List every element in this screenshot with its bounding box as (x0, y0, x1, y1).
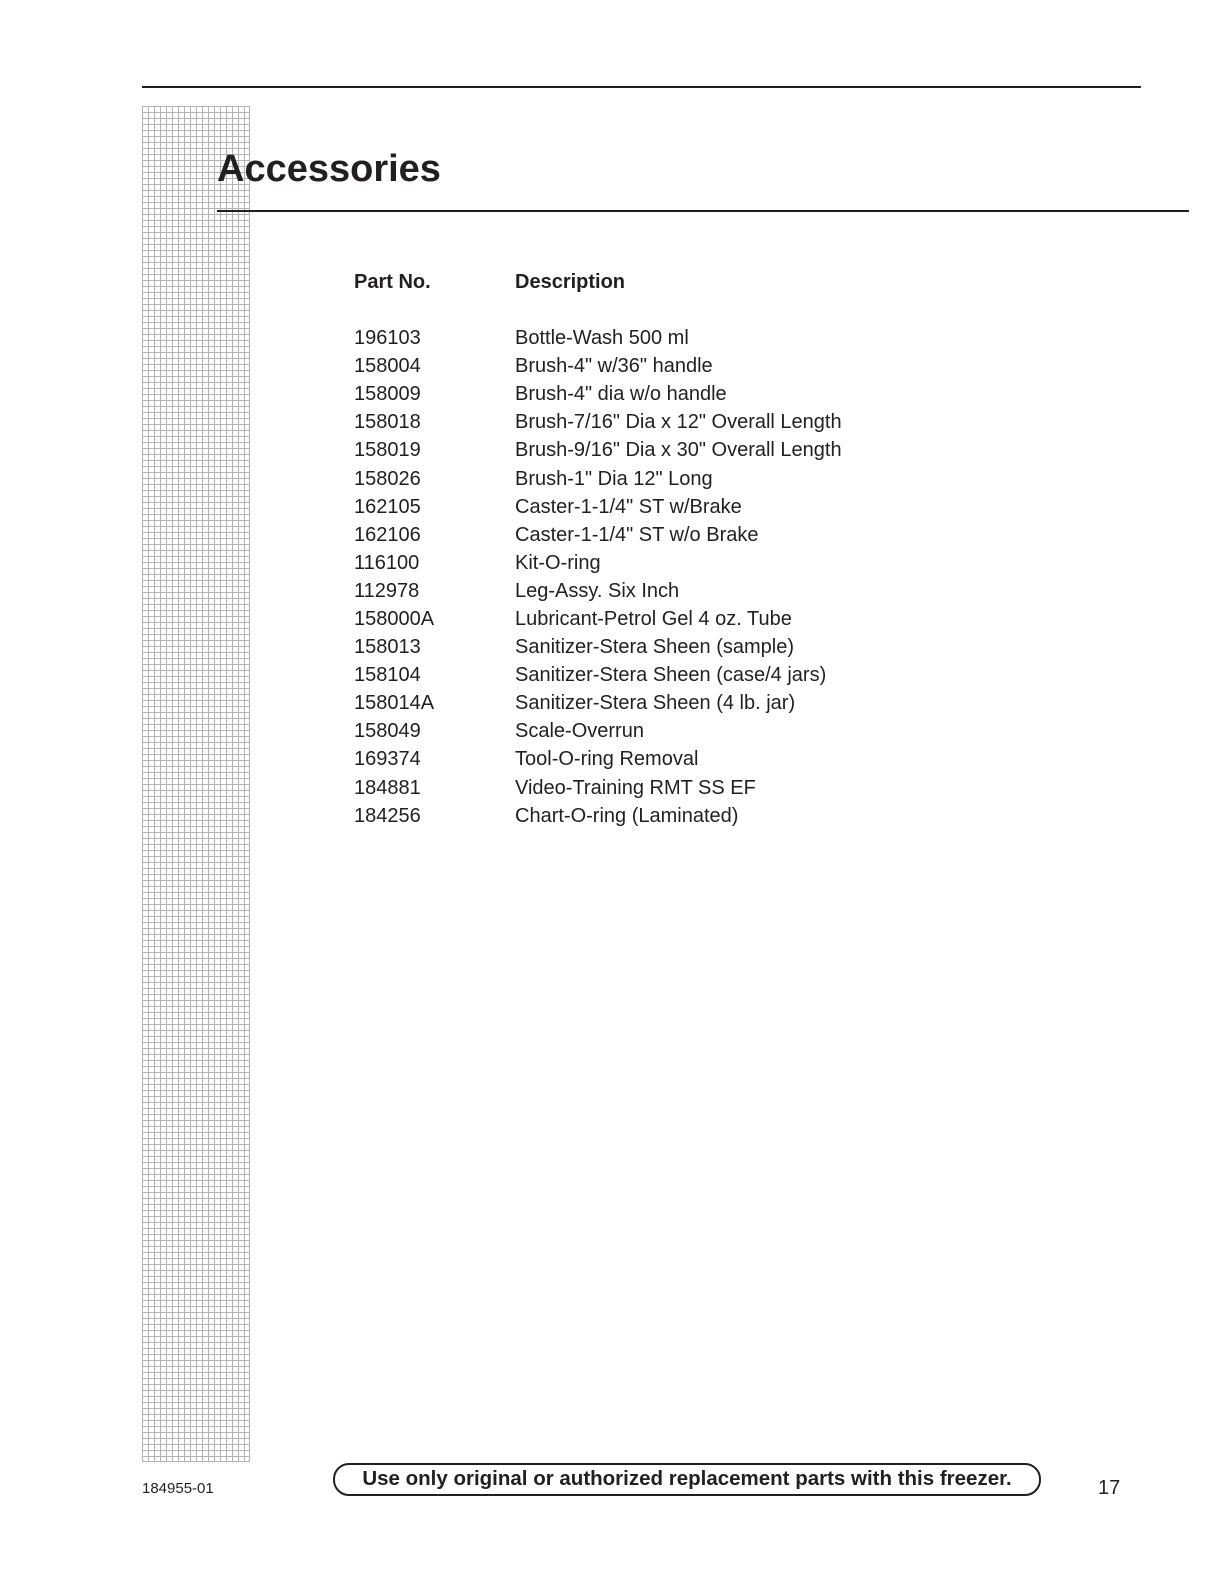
part-no-cell: 158004 (354, 355, 421, 378)
table-row (354, 774, 842, 802)
description-cell: Brush-9/16" Dia x 30" Overall Length (515, 439, 842, 462)
table-row (354, 661, 842, 689)
page-number: 17 (1098, 1477, 1121, 1499)
part-no-cell: 184256 (354, 804, 421, 827)
table-row (354, 605, 842, 633)
description-cell: Video-Training RMT SS EF (515, 776, 756, 799)
title-rule (217, 210, 1189, 212)
part-no-cell: 196103 (354, 327, 421, 350)
description-cell: Brush-7/16" Dia x 12" Overall Length (515, 411, 842, 434)
replacement-parts-notice: Use only original or authorized replacement parts with this freezer. (333, 1463, 1041, 1496)
description-cell: Tool-O-ring Removal (515, 748, 699, 771)
table-row (354, 689, 842, 717)
part-no-cell: 162105 (354, 495, 421, 518)
description-cell: Caster-1-1/4" ST w/o Brake (515, 523, 759, 546)
part-no-cell: 158018 (354, 411, 421, 434)
page-title: Accessories (217, 148, 441, 190)
table-row (354, 352, 842, 380)
description-cell: Brush-4" w/36" handle (515, 355, 713, 378)
table-header-row (354, 268, 842, 296)
part-no-cell: 158013 (354, 636, 421, 659)
table-row (354, 324, 842, 352)
description-cell: Sanitizer-Stera Sheen (sample) (515, 636, 795, 659)
description-cell: Caster-1-1/4" ST w/Brake (515, 495, 742, 518)
part-no-cell: 162106 (354, 523, 421, 546)
description-cell: Sanitizer-Stera Sheen (case/4 jars) (515, 664, 827, 687)
part-no-cell: 112978 (354, 579, 420, 602)
part-no-cell: 158049 (354, 720, 421, 743)
part-no-cell: 158104 (354, 664, 421, 687)
description-cell: Sanitizer-Stera Sheen (4 lb. jar) (515, 692, 796, 715)
table-row (354, 802, 842, 830)
table-row (354, 745, 842, 773)
table-row (354, 408, 842, 436)
table-row (354, 464, 842, 492)
table-row (354, 717, 842, 745)
part-no-cell: 158014A (354, 692, 435, 715)
table-row (354, 633, 842, 661)
part-no-cell: 158019 (354, 439, 421, 462)
description-cell: Brush-4" dia w/o handle (515, 383, 727, 406)
description-cell: Leg-Assy. Six Inch (515, 579, 680, 602)
header-part-no: Part No. (354, 271, 431, 293)
part-no-cell: 184881 (354, 776, 421, 799)
table-row (354, 577, 842, 605)
accessories-table (354, 268, 842, 830)
top-rule (142, 86, 1141, 88)
description-cell: Brush-1" Dia 12" Long (515, 467, 713, 490)
part-no-cell: 158009 (354, 383, 421, 406)
part-no-cell: 158000A (354, 607, 435, 630)
description-cell: Kit-O-ring (515, 551, 601, 574)
description-cell: Lubricant-Petrol Gel 4 oz. Tube (515, 607, 792, 630)
grid-pattern-strip (142, 106, 250, 1462)
table-row (354, 521, 842, 549)
part-no-cell: 116100 (354, 551, 420, 574)
part-no-cell: 169374 (354, 748, 421, 771)
table-row (354, 380, 842, 408)
header-spacer (354, 296, 842, 324)
part-no-cell: 158026 (354, 467, 421, 490)
description-cell: Bottle-Wash 500 ml (515, 327, 689, 350)
description-cell: Scale-Overrun (515, 720, 644, 743)
document-number: 184955-01 (142, 1480, 214, 1497)
table-row (354, 493, 842, 521)
table-row (354, 549, 842, 577)
table-row (354, 436, 842, 464)
header-description: Description (515, 271, 626, 293)
description-cell: Chart-O-ring (Laminated) (515, 804, 739, 827)
